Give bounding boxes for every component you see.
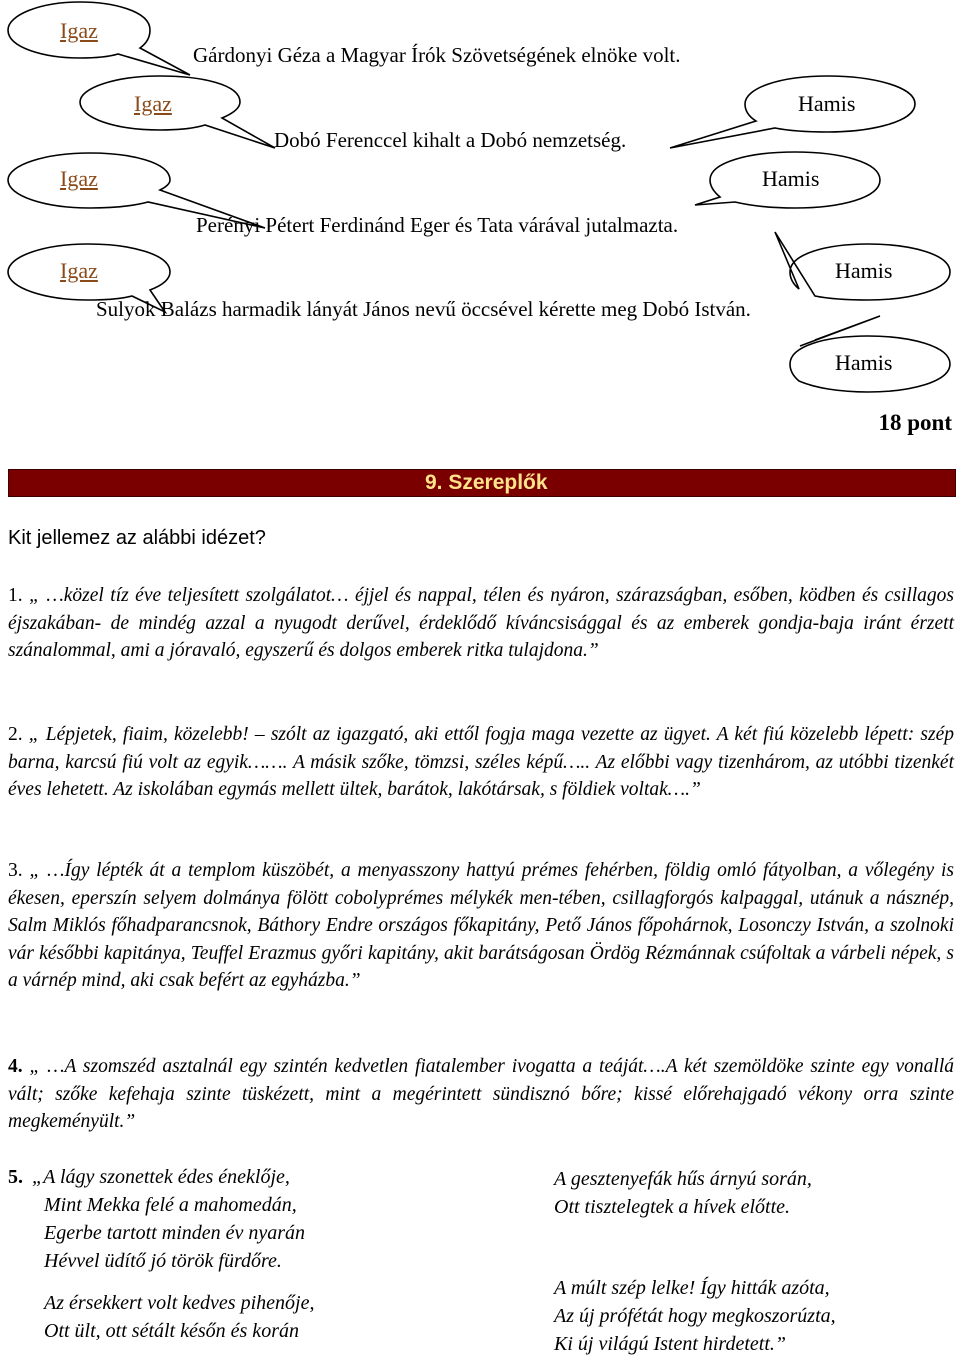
hamis-label-3[interactable]: Hamis <box>835 258 893 283</box>
igaz-label-4[interactable]: Igaz <box>60 258 98 283</box>
poem-left-line: Az érsekkert volt kedves pihenője, <box>44 1292 315 1314</box>
quote-1 <box>8 582 954 665</box>
statement-2: Dobó Ferenccel kihalt a Dobó nemzetség. <box>274 128 627 152</box>
quote-text: „ …közel tíz éve teljesített szolgálatot… éjjel és nappal, télen és nyáron, szárazságban, esőben, ködben és csillagos éjszakában- de mindég azzal a nyugodt derűvel, érdeklődő kíváncsisággal és az emberek gondja-baja iránt érzett szánalommal, ami a jóravaló, egyszerű és dolgos emberek ritka tulajdona.” <box>8 585 954 661</box>
quote-4 <box>8 1053 954 1136</box>
section-header-bar <box>8 469 956 497</box>
statement-4: Sulyok Balázs harmadik lányát János nevű öccsével kérette meg Dobó István. <box>96 297 751 321</box>
igaz-label-3[interactable]: Igaz <box>60 166 98 191</box>
hamis-label-4[interactable]: Hamis <box>835 350 893 375</box>
hamis-label-1[interactable]: Hamis <box>798 91 856 116</box>
poem-right-line: Az új prófétát hogy megkoszorúzta, <box>554 1305 836 1327</box>
quote-text: „ Lépjetek, fiaim, közelebb! – szólt az igazgató, aki ettől fogja maga vezette az ügyet. A két fiú közelebb lépett: szép barna, karcsú fiú volt az egyik……. A másik szőke, tömzsi, széles képű….. Az előbbi vagy tizenhárom, az utóbbi tizenkét éves lehetett. Az iskolában egymás mellett ültek, barátok, lakótársak, s földiek voltak….” <box>8 724 954 800</box>
poem-left-line: Ott ült, ott sétált későn és korán <box>44 1320 299 1342</box>
poem-right-line: A múlt szép lelke! Így hitták azóta, <box>554 1277 830 1299</box>
section-title: 9. Szereplők <box>425 471 548 494</box>
quote-2 <box>8 721 954 804</box>
quote-3 <box>8 857 954 995</box>
quote-number: 1. <box>8 585 23 606</box>
poem-left-line: Egerbe tartott minden év nyarán <box>44 1222 306 1244</box>
igaz-bubble-2 <box>80 76 275 148</box>
hamis-bubble-1 <box>670 76 915 148</box>
poem-number: 5. <box>8 1166 23 1188</box>
poem-right-line: A gesztenyefák hűs árnyú során, <box>554 1168 812 1190</box>
igaz-label-1[interactable]: Igaz <box>60 18 98 43</box>
statement-3: Perényi Pétert Ferdinánd Eger és Tata várával jutalmazta. <box>196 213 679 237</box>
quote-number: 2. <box>8 724 23 745</box>
points-label: 18 pont <box>878 410 952 435</box>
poem-left-line: „A lágy szonettek édes éneklője, <box>32 1166 290 1188</box>
poem-left-line: Mint Mekka felé a mahomedán, <box>44 1194 297 1216</box>
quote-text: „ …Így lépték át a templom küszöbét, a menyasszony hattyú prémes fehérben, földig omló fátyolban, a vőlegény is ékesen, eperszín selyem dolmánya fölött cobolyprémes mélykék men-tében, csillagforgós kalpaggal, utánuk a násznép, Salm Miklós főhadparancsnok, Báthory Endre országos főkapitány, Pető János főpohárnok, Losonczy István, a szolnoki vár későbbi kapitánya, Teuffel Erazmus győri kapitány, akit barátságosan Ördög Rézmánnak csúfoltak a várbeli népek, s a várnép mind, aki csak befért az egyházba.” <box>8 860 954 991</box>
poem-left-line: Hévvel üdítő jó török fürdőre. <box>44 1250 282 1272</box>
statement-1: Gárdonyi Géza a Magyar Írók Szövetségének elnöke volt. <box>193 43 681 67</box>
quote-number: 3. <box>8 860 23 881</box>
quote-number: 4. <box>8 1056 23 1077</box>
igaz-bubble-1 <box>8 2 190 75</box>
hamis-label-2[interactable]: Hamis <box>762 166 820 191</box>
poem-right-line: Ki új világú Istent hirdetett.” <box>554 1333 787 1355</box>
quote-text: „ …A szomszéd asztalnál egy szintén kedvetlen fiatalember ivogatta a teáját….A két szemöldöke szinte egy vonallá vált; szőke kefehaja szinte tüskézett, mint a megérintett sündisznó bőre; kissé előrehajgadó vékony orra szinte megkeményült.” <box>8 1056 954 1132</box>
question-text: Kit jellemez az alábbi idézet? <box>8 527 266 549</box>
igaz-label-2[interactable]: Igaz <box>134 91 172 116</box>
poem-right-line: Ott tisztelegtek a hívek előtte. <box>554 1196 791 1218</box>
